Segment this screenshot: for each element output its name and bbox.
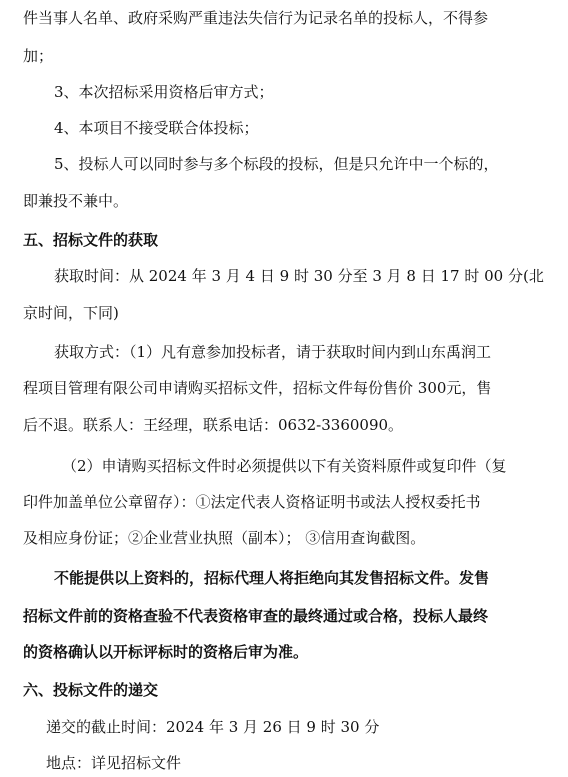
list-item-5: 5、投标人可以同时参与多个标段的投标，但是只允许中一个标的，: [54, 155, 499, 173]
contact-info: 后不退。联系人：王经理，联系电话：0632-3360090。: [23, 416, 404, 434]
paragraph-line: 件当事人名单、政府采购严重违法失信行为记录名单的投标人，不得参: [23, 9, 489, 27]
section-heading-6: 六、投标文件的递交: [23, 681, 159, 699]
required-materials: （2）申请购买招标文件时必须提供以下有关资料原件或复印件（复: [62, 457, 507, 475]
required-materials-continued: 印件加盖单位公章留存）：①法定代表人资格证明书或法人授权委托书: [23, 493, 481, 511]
submission-deadline: 递交的截止时间：2024 年 3 月 26 日 9 时 30 分: [46, 718, 380, 736]
notice-text: 不能提供以上资料的，招标代理人将拒绝向其发售招标文件。发售: [54, 569, 490, 587]
paragraph-line: 加；: [23, 47, 54, 65]
acquisition-method-continued: 程项目管理有限公司申请购买招标文件，招标文件每份售价 300元，售: [23, 379, 492, 397]
list-item-4: 4、本项目不接受联合体投标；: [54, 119, 259, 137]
notice-text-end: 的资格确认以开标评标时的资格后审为准。: [23, 643, 309, 661]
list-item-3: 3、本次招标采用资格后审方式；: [54, 83, 274, 101]
acquisition-time: 获取时间：从 2024 年 3 月 4 日 9 时 30 分至 3 月 8 日 17 时 00 分(北: [54, 267, 544, 285]
list-item-5-continued: 即兼投不兼中。: [23, 192, 129, 210]
section-heading-5: 五、招标文件的获取: [23, 231, 159, 249]
notice-text-continued: 招标文件前的资格查验不代表资格审查的最终通过或合格，投标人最终: [23, 607, 489, 625]
acquisition-time-continued: 京时间，下同): [23, 304, 119, 322]
acquisition-method: 获取方式：（1）凡有意参加投标者，请于获取时间内到山东禹润工: [54, 343, 492, 361]
required-materials-list: 及相应身份证；②企业营业执照（副本）； ③信用查询截图。: [23, 529, 426, 547]
submission-location: 地点：详见招标文件: [46, 754, 182, 772]
